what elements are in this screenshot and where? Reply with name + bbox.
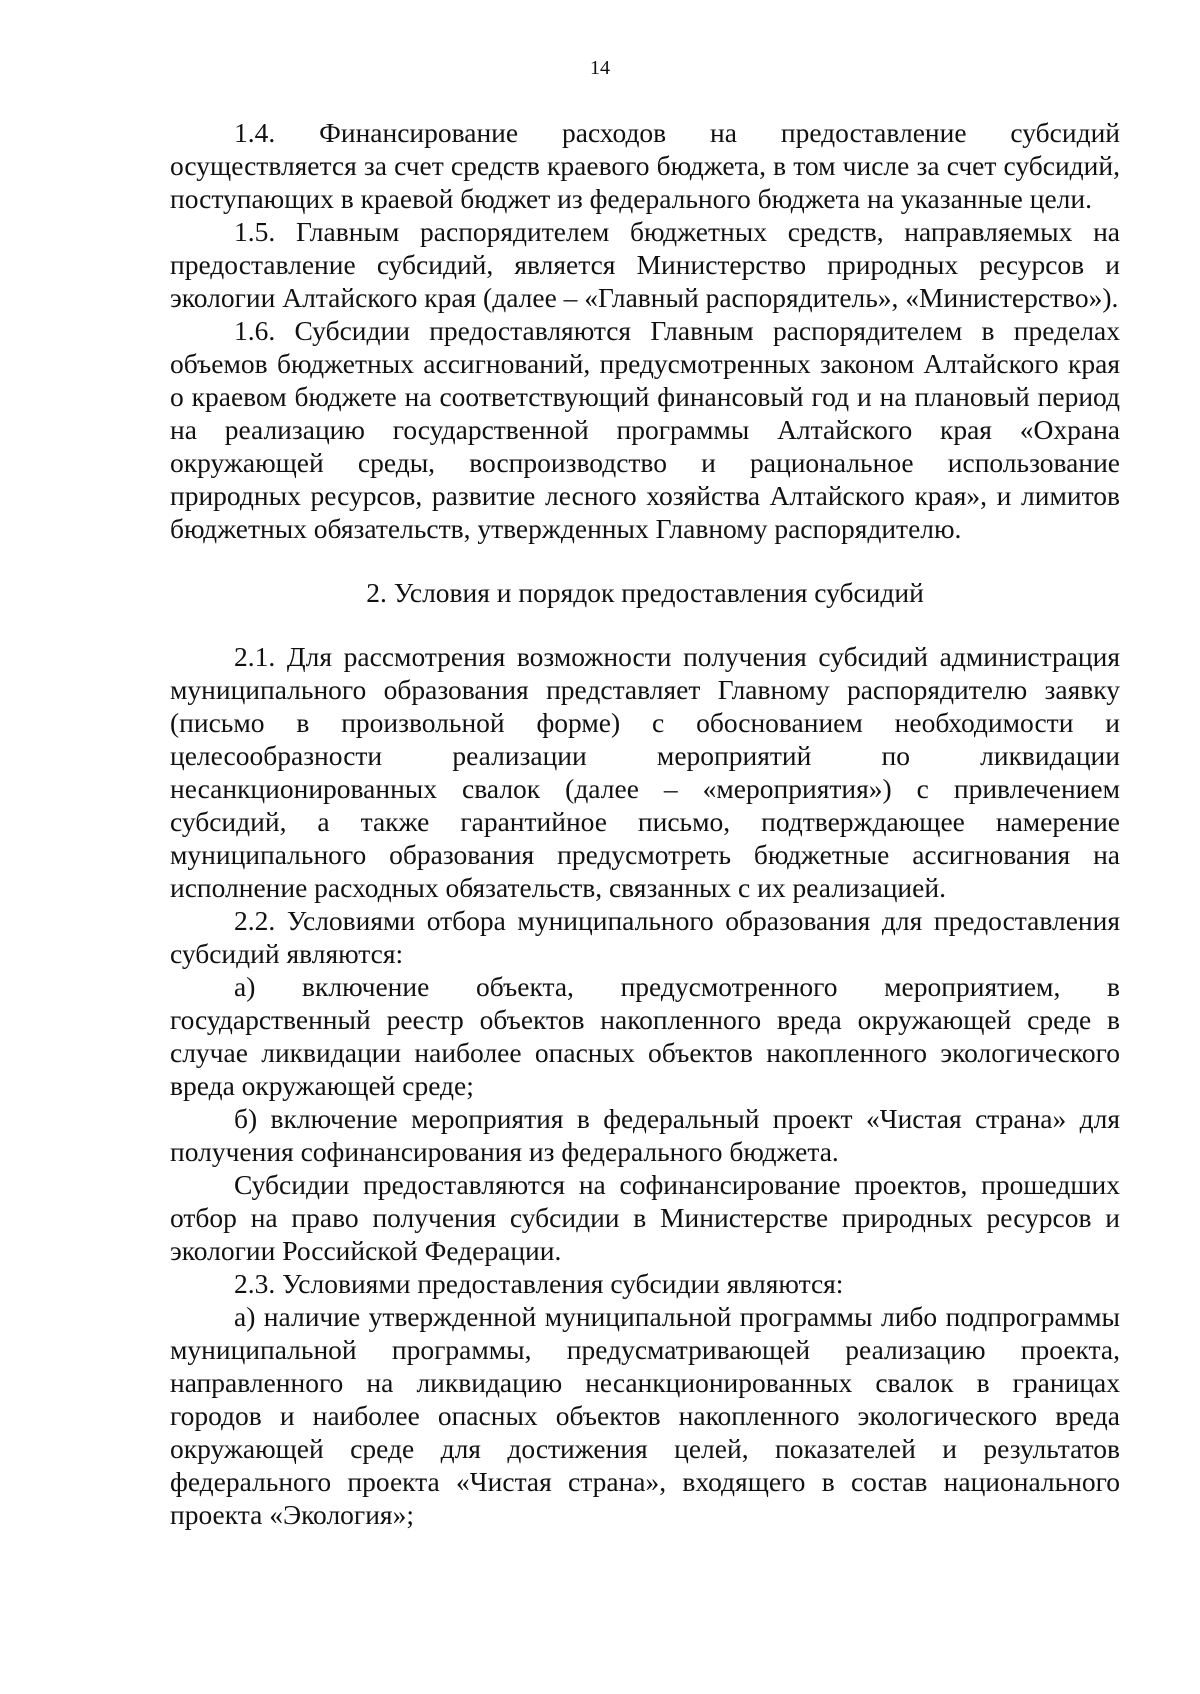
paragraph-1-4: 1.4. Финансирование расходов на предоставление субсидий осуществляется за счет средств краевого бюджета, в том числе за счет субсидий, поступающих в краевой бюджет из федерального бюджета на указанные цели. (170, 117, 1120, 214)
paragraph-2-3-a: а) наличие утвержденной муниципальной программы либо подпрограммы муниципальной программы, предусматривающей реализацию проекта, направленного на ликвидацию несанкционированных свалок в границах городов и наиболее опасных объектов накопленного экологического вреда окружающей среде для достижения целей, показателей и результатов федерального проекта «Чистая страна», входящего в состав национального проекта «Экология»; (170, 1301, 1120, 1530)
paragraph-subsidies-note: Субсидии предоставляются на софинансирование проектов, прошедших отбор на право получения субсидии в Министерстве природных ресурсов и экологии Российской Федерации. (170, 1169, 1120, 1266)
paragraph-2-2-b: б) включение мероприятия в федеральный проект «Чистая страна» для получения софинансирования из федерального бюджета. (170, 1103, 1120, 1167)
document-body (170, 116, 1120, 1531)
page-number: 14 (590, 57, 610, 79)
paragraph-2-1: 2.1. Для рассмотрения возможности получения субсидий администрация муниципального образования представляет Главному распорядителю заявку (письмо в произвольной форме) с обоснованием необходимости и целесообразности реализации мероприятий по ликвидации несанкционированных свалок (далее – «мероприятия») с привлечением субсидий, а также гарантийное письмо, подтверждающее намерение муниципального образования предусмотреть бюджетные ассигнования на исполнение расходных обязательств, связанных с их реализацией. (170, 641, 1120, 903)
paragraph-2-2-a: а) включение объекта, предусмотренного мероприятием, в государственный реестр объектов накопленного вреда окружающей среде в случае ликвидации наиболее опасных объектов накопленного экологического вреда окружающей среде; (170, 971, 1120, 1101)
paragraph-2-2: 2.2. Условиями отбора муниципального образования для предоставления субсидий являются: (170, 905, 1120, 969)
paragraph-1-5: 1.5. Главным распорядителем бюджетных средств, направляемых на предоставление субсидий, является Министерство природных ресурсов и экологии Алтайского края (далее – «Главный распорядитель», «Министерство»). (170, 216, 1120, 313)
paragraph-2-3: 2.3. Условиями предоставления субсидии являются: (234, 1268, 844, 1299)
section-2-heading: 2. Условия и порядок предоставления субсидий (366, 577, 924, 608)
paragraph-1-6: 1.6. Субсидии предоставляются Главным распорядителем в пределах объемов бюджетных ассигнований, предусмотренных законом Алтайского края о краевом бюджете на соответствующий финансовый год и на плановый период на реализацию государственной программы Алтайского края «Охрана окружающей среды, воспроизводство и рациональное использование природных ресурсов, развитие лесного хозяйства Алтайского края», и лимитов бюджетных обязательств, утвержденных Главному распорядителю. (170, 315, 1120, 544)
